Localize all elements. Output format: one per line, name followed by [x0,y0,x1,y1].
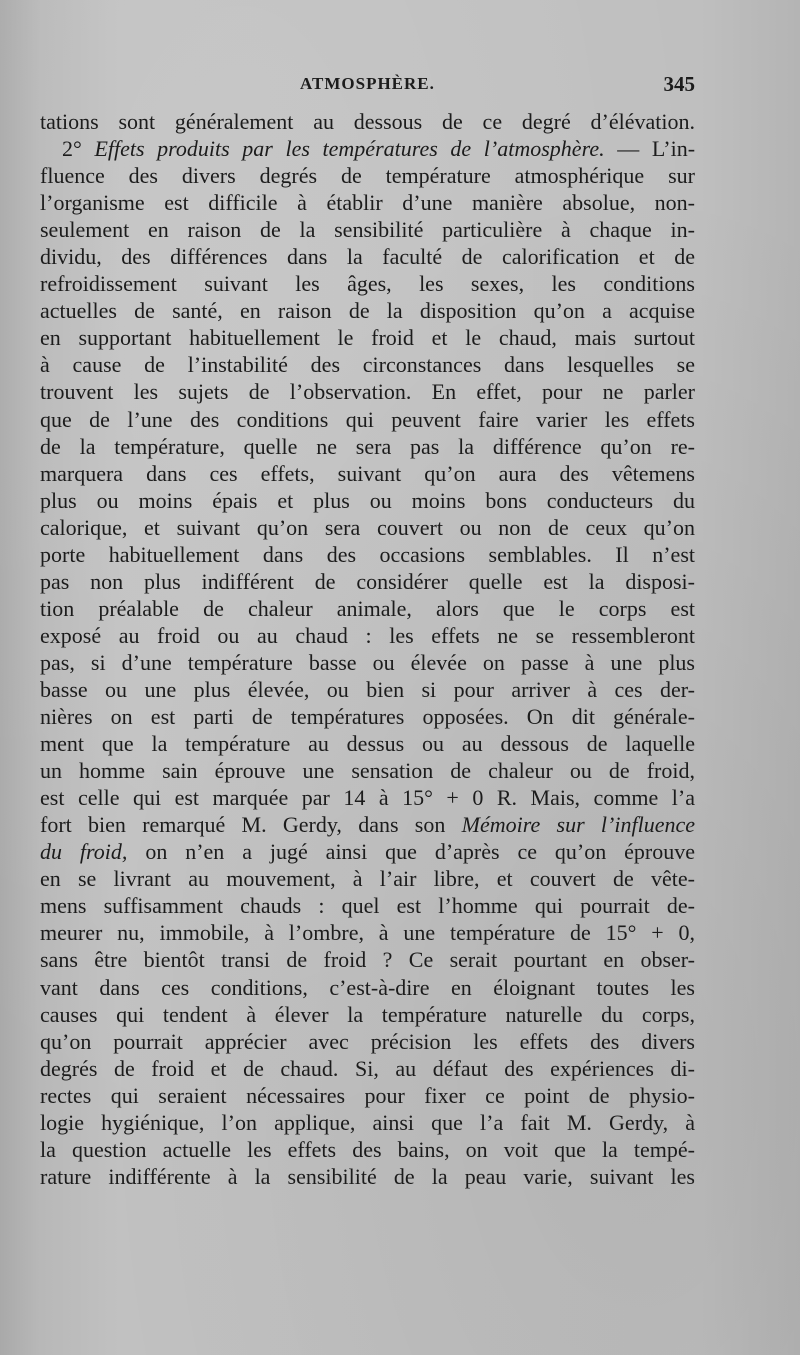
page-number: 345 [663,72,695,96]
text-line: porte habituellement dans des occasions semblables. Il n’est [40,541,695,567]
text-line: tion préalable de chaleur animale, alors que le corps est [40,595,695,621]
section-heading-line [40,135,695,162]
section-number: 2° [62,136,82,162]
text-fragment: — L’in- [617,136,695,162]
text-line: en se livrant au mouvement, à l’air libre, et couvert de vête- [40,866,695,892]
text-line: de la température, quelle ne sera pas la différence qu’on re- [40,433,695,459]
text-line: degrés de froid et de chaud. Si, au défaut des expériences di- [40,1055,695,1081]
body-text [40,108,695,1190]
text-line: à cause de l’instabilité des circonstances dans lesquelles se [40,352,695,378]
text-line: nières on est parti de températures opposées. On dit générale- [40,704,695,730]
text-line: refroidissement suivant les âges, les sexes, les conditions [40,271,695,297]
text-line: vant dans ces conditions, c’est-à-dire en éloignant toutes les [40,974,695,1000]
text-line: un homme sain éprouve une sensation de chaleur ou de froid, [40,758,695,784]
text-line: basse ou une plus élevée, ou bien si pour arriver à ces der- [40,676,695,702]
text-line: logie hygiénique, l’on applique, ainsi que l’a fait M. Gerdy, à [40,1109,695,1135]
text-line: en supportant habituellement le froid et le chaud, mais surtout [40,325,695,351]
text-line: rature indifférente à la sensibilité de la peau varie, suivant les [40,1163,695,1189]
text-line: dividu, des différences dans la faculté de calorification et de [40,244,695,270]
text-line: causes qui tendent à élever la température naturelle du corps, [40,1001,695,1027]
text-line: actuelles de santé, en raison de la disposition qu’on a acquise [40,298,695,324]
text-line: tations sont généralement au dessous de ce degré d’élévation. [40,109,695,134]
text-line: que de l’une des conditions qui peuvent faire varier les effets [40,406,695,432]
text-line: mens suffisamment chauds : quel est l’homme qui pourrait de- [40,893,695,919]
text-line: fluence des divers degrés de température atmosphérique sur [40,163,695,189]
text-line: calorique, et suivant qu’on sera couvert ou non de ceux qu’on [40,514,695,540]
text-line: sans être bientôt transi de froid ? Ce serait pourtant en obser- [40,947,695,973]
text-line: marquera dans ces effets, suivant qu’on aura des vêtemens [40,460,695,486]
text-line: plus ou moins épais et plus ou moins bons conducteurs du [40,487,695,513]
text-line: l’organisme est difficile à établir d’une manière absolue, non- [40,190,695,216]
text-fragment: on n’en a jugé ainsi que d’après ce qu’on éprouve [145,839,695,865]
text-line: la question actuelle les effets des bains, on voit que la tempé- [40,1136,695,1162]
text-line: rectes qui seraient nécessaires pour fixer ce point de physio- [40,1082,695,1108]
text-line: trouvent les sujets de l’observation. En effet, pour ne parler [40,379,695,405]
running-head: ATMOSPHÈRE. [300,74,435,93]
text-line: meurer nu, immobile, à l’ombre, à une température de 15° + 0, [40,920,695,946]
page-header [40,72,695,102]
text-line-with-title [40,838,695,865]
text-line: seulement en raison de la sensibilité particulière à chaque in- [40,217,695,243]
text-line: ment que la température au dessus ou au dessous de laquelle [40,731,695,757]
work-title-continued: du froid, [40,839,128,865]
text-line: pas non plus indifférent de considérer quelle est la disposi- [40,568,695,594]
text-fragment: fort bien remarqué M. Gerdy, dans son [40,812,446,838]
text-line: est celle qui est marquée par 14 à 15° + 0 R. Mais, comme l’a [40,785,695,811]
text-line: pas, si d’une température basse ou élevée on passe à une plus [40,649,695,675]
work-title: Mémoire sur l’influence [461,812,695,838]
text-line-with-title [40,811,695,838]
section-heading: Effets produits par les températures de l’atmosphère. [94,136,605,162]
text-line: exposé au froid ou au chaud : les effets ne se ressembleront [40,622,695,648]
text-line: qu’on pourrait apprécier avec précision les effets des divers [40,1028,695,1054]
